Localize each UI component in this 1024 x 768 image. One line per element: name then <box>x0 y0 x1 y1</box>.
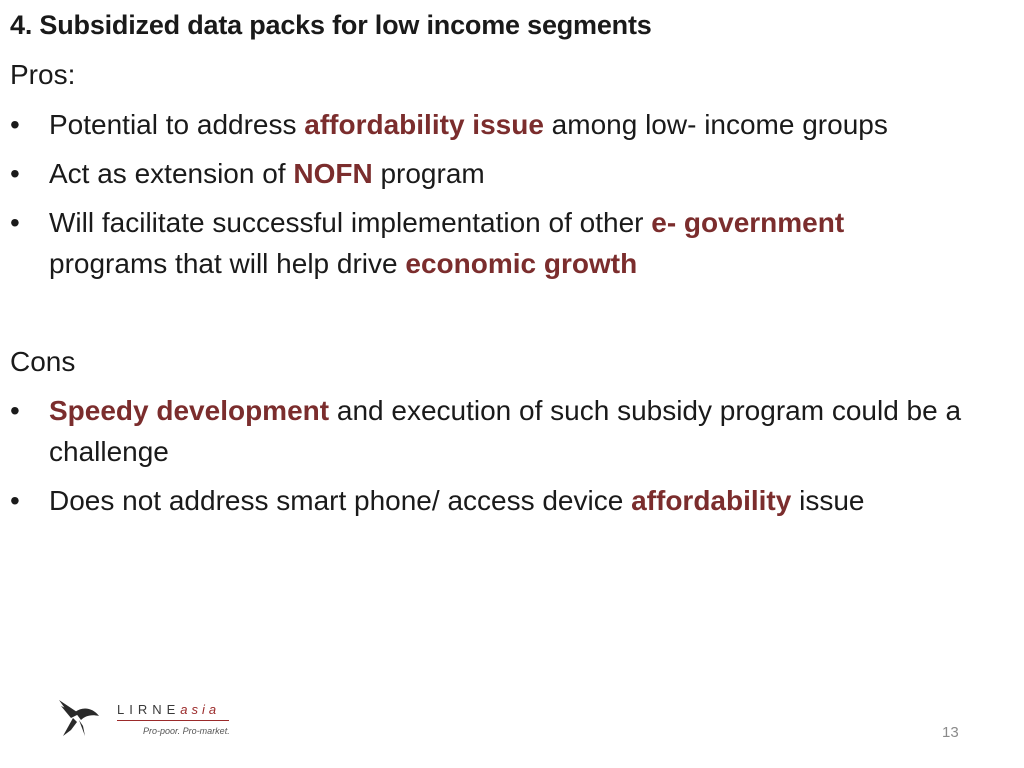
pros-label: Pros: <box>10 59 76 90</box>
bullet-text-segment: and execution of such subsidy program could be a challenge <box>49 395 962 467</box>
logo-underline <box>117 720 229 721</box>
bullet-text <box>49 480 995 521</box>
pros-bullet-2 <box>10 153 995 194</box>
highlight-speedy-development: Speedy development <box>49 395 330 426</box>
highlight-nofn: NOFN <box>293 158 373 189</box>
logo-tagline: Pro-poor. Pro-market. <box>143 726 230 736</box>
bullet-text-segment: Act as extension of <box>49 158 294 189</box>
cons-bullet-2 <box>10 480 995 521</box>
pros-bullet-3 <box>10 202 995 284</box>
bullet-marker: • <box>10 485 20 516</box>
cons-label: Cons <box>10 346 76 377</box>
bullet-text-segment: programs that will help drive <box>49 248 406 279</box>
bullet-text-segment: Does not address smart phone/ access device <box>49 485 632 516</box>
bullet-marker: • <box>10 395 20 426</box>
bullet-marker: • <box>10 207 20 238</box>
bullet-text-segment: among low- income groups <box>543 109 888 140</box>
bullet-text-segment: issue <box>791 485 865 516</box>
lirneasia-logo <box>55 692 235 744</box>
bullet-marker: • <box>10 158 20 189</box>
cons-bullet-1 <box>10 390 995 472</box>
bullet-text <box>49 104 995 145</box>
pros-bullet-1 <box>10 104 995 145</box>
highlight-affordability: affordability <box>631 485 792 516</box>
logo-wordmark <box>117 702 220 717</box>
bullet-marker: • <box>10 109 20 140</box>
highlight-affordability-issue: affordability issue <box>304 109 544 140</box>
bullet-text-segment: program <box>372 158 485 189</box>
bullet-text <box>49 202 995 284</box>
bullet-text-segment: Potential to address <box>49 109 305 140</box>
highlight-e-government: e- government <box>651 207 845 238</box>
logo-suffix: asia <box>180 702 221 717</box>
highlight-economic-growth: economic growth <box>405 248 638 279</box>
bird-logo-icon <box>55 692 103 740</box>
logo-name: LIRNE <box>117 702 181 717</box>
bullet-text <box>49 390 995 472</box>
page-number: 13 <box>942 724 959 741</box>
bullet-text <box>49 153 995 194</box>
slide-title: 4. Subsidized data packs for low income segments <box>10 10 652 40</box>
bullet-text-segment: Will facilitate successful implementation of other <box>49 207 652 238</box>
